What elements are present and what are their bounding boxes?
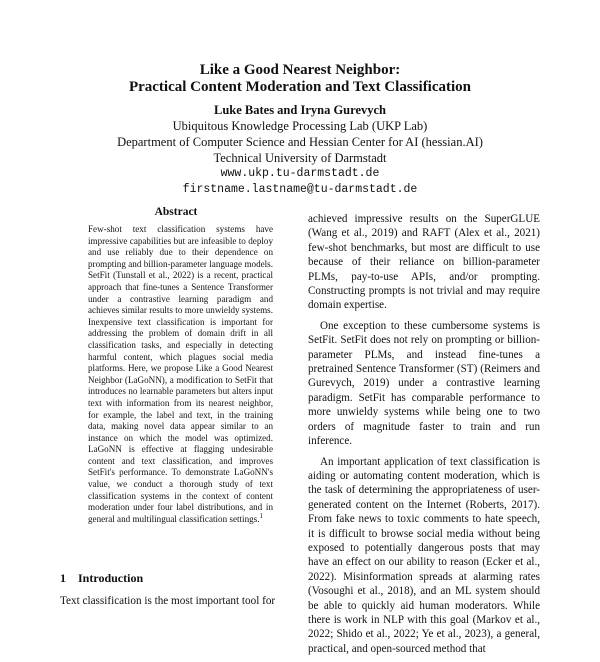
paper-title [0,62,600,96]
section-title: Introduction [78,571,144,585]
author-block [0,102,600,198]
author-names: Luke Bates and Iryna Gurevych [213,103,386,117]
lab-url[interactable]: www.ukp.tu-darmstadt.de [220,167,380,180]
footnote-mark[interactable]: 1 [259,511,263,520]
affiliation-university: Technical University of Darmstadt [213,151,387,165]
right-column [308,212,540,662]
section-number: 1 [60,571,66,585]
affiliation-department: Department of Computer Science and Hessian Center for AI (hessian.AI) [117,135,483,149]
introduction-first-line: Text classification is the most important tool for [60,595,276,607]
abstract-body [88,224,273,525]
paragraph-2: One exception to these cumbersome systems is SetFit. SetFit does not rely on prompting or billion-parameter PLMs, and instead fine-tunes a pretrained Sentence Transformer (ST) (Reimers and Gurevych, 2019) under a contrastive learning paradigm. SetFit has comparable performance to more unwieldy systems while being one to two orders of magnitude faster to train and run inference. [308,319,540,448]
title-line-1: Like a Good Nearest Neighbor: [199,62,401,78]
affiliation-lab: Ubiquitous Knowledge Processing Lab (UKP Lab) [172,119,428,133]
author-email[interactable]: firstname.lastname@tu-darmstadt.de [182,183,418,196]
abstract-text: Few-shot text classification systems have impressive capabilities but are infeasible to deploy and use reliably due to their dependence on prompting and billion-parameter language models. SetFit (Tunstall et al., 2022) is a recent, practical approach that fine-tunes a Sentence Transformer under a contrastive learning paradigm and achieves similar results to more unwieldy systems. Inexpensive text classification is important for addressing the problem of domain drift in all classification tasks, and especially in detecting harmful content, which plagues social media platforms. Here, we propose Like a Good Nearest Neighbor (LaGoNN), a modification to SetFit that introduces no learnable parameters but alters input text with information from its nearest neighbor, for example, the label and text, in the training data, making novel data appear similar to an instance on which the model was optimized. LaGoNN is effective at flagging undesirable content and text classification, and improves SetFit's performance. To demonstrate LaGoNN's value, we conduct a thorough study of text classification systems in the context of content moderation under four label distributions, and in general and multilingual classification settings. [88,224,273,524]
paragraph-3: An important application of text classification is aiding or automating content moderation, which is the task of determining the appropriateness of user-generated content on the Internet (Roberts, 2017). From fake news to toxic comments to hate speech, it is difficult to browse social media without being exposed to potentially dangerous posts that may have an effect on our ability to reason (Ecker et al., 2022). Misinformation spreads at alarming rates (Vosoughi et al., 2018), and an ML system should be able to quickly aid human moderators. While there is work in NLP with this goal (Markov et al., 2022; Shido et al., 2022; Ye et al., 2023), a general, practical, and open-sourced method that [308,455,540,655]
section-heading-introduction [60,571,143,586]
abstract-heading: Abstract [154,206,198,218]
title-line-2: Practical Content Moderation and Text Classification [128,79,472,95]
paragraph-1: achieved impressive results on the SuperGLUE (Wang et al., 2019) and RAFT (Alex et al., 2021) few-shot benchmarks, but most are difficult to use because of their reliance on billion-parameter PLMs, pay-to-use APIs, and/or prompting. Constructing prompts is not trivial and may require domain expertise. [308,213,540,312]
